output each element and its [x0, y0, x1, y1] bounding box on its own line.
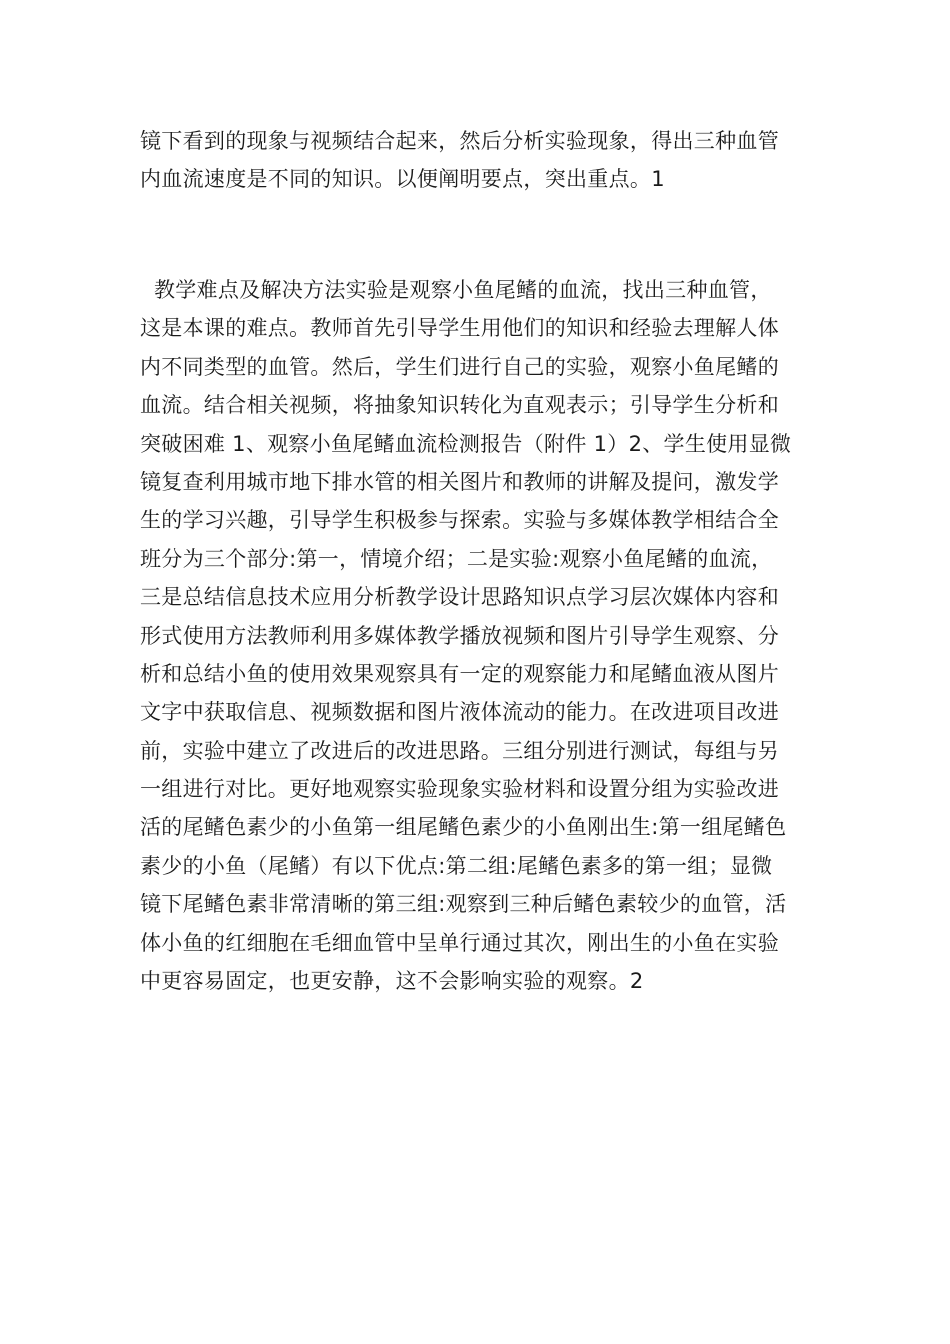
paragraph-line: 体小鱼的红细胞在毛细血管中呈单行通过其次，刚出生的小鱼在实验	[140, 930, 779, 955]
paragraph-line: 素少的小鱼（尾鳍）有以下优点:第二组:尾鳍色素多的第一组；显微	[140, 853, 773, 878]
paragraph-1	[140, 122, 820, 199]
paragraph-line: 生的学习兴趣，引导学生积极参与探索。实验与多媒体教学相结合全	[140, 508, 779, 533]
paragraph-line: 镜下尾鳍色素非常清晰的第三组:观察到三种后鳍色素较少的血管，活	[140, 892, 787, 917]
paragraph-line: 血流。结合相关视频，将抽象知识转化为直观表示；引导学生分析和	[140, 393, 779, 418]
paragraph-line: 内血流速度是不同的知识。以便阐明要点，突出重点。1	[140, 167, 665, 192]
paragraph-line: 这是本课的难点。教师首先引导学生用他们的知识和经验去理解人体	[140, 316, 779, 341]
paragraph-line: 析和总结小鱼的使用效果观察具有一定的观察能力和尾鳍血液从图片	[140, 661, 779, 686]
paragraph-line: 镜复查利用城市地下排水管的相关图片和教师的讲解及提问，激发学	[140, 469, 779, 494]
paragraph-line: 形式使用方法教师利用多媒体教学播放视频和图片引导学生观察、分	[140, 623, 779, 648]
paragraph-line: 一组进行对比。更好地观察实验现象实验材料和设置分组为实验改进	[140, 777, 779, 802]
paragraph-line: 中更容易固定，也更安静，这不会影响实验的观察。2	[140, 969, 644, 994]
paragraph-line: 前，实验中建立了改进后的改进思路。三组分别进行测试，每组与另	[140, 738, 779, 763]
paragraph-line: 班分为三个部分:第一，情境介绍；二是实验:观察小鱼尾鳍的血流，	[140, 546, 773, 571]
paragraph-line: 教学难点及解决方法实验是观察小鱼尾鳍的血流，找出三种血管，	[140, 278, 772, 302]
paragraph-line: 三是总结信息技术应用分析教学设计思路知识点学习层次媒体内容和	[140, 585, 779, 610]
paragraph-2	[140, 271, 820, 1000]
paragraph-line: 内不同类型的血管。然后，学生们进行自己的实验，观察小鱼尾鳍的	[140, 354, 779, 379]
paragraph-line: 突破困难 1、观察小鱼尾鳍血流检测报告（附件 1）2、学生使用显微	[140, 431, 792, 456]
paragraph-line: 活的尾鳍色素少的小鱼第一组尾鳍色素少的小鱼刚出生:第一组尾鳍色	[140, 815, 787, 840]
paragraph-line: 镜下看到的现象与视频结合起来，然后分析实验现象，得出三种血管	[140, 129, 779, 153]
paragraph-line: 文字中获取信息、视频数据和图片液体流动的能力。在改进项目改进	[140, 700, 779, 725]
